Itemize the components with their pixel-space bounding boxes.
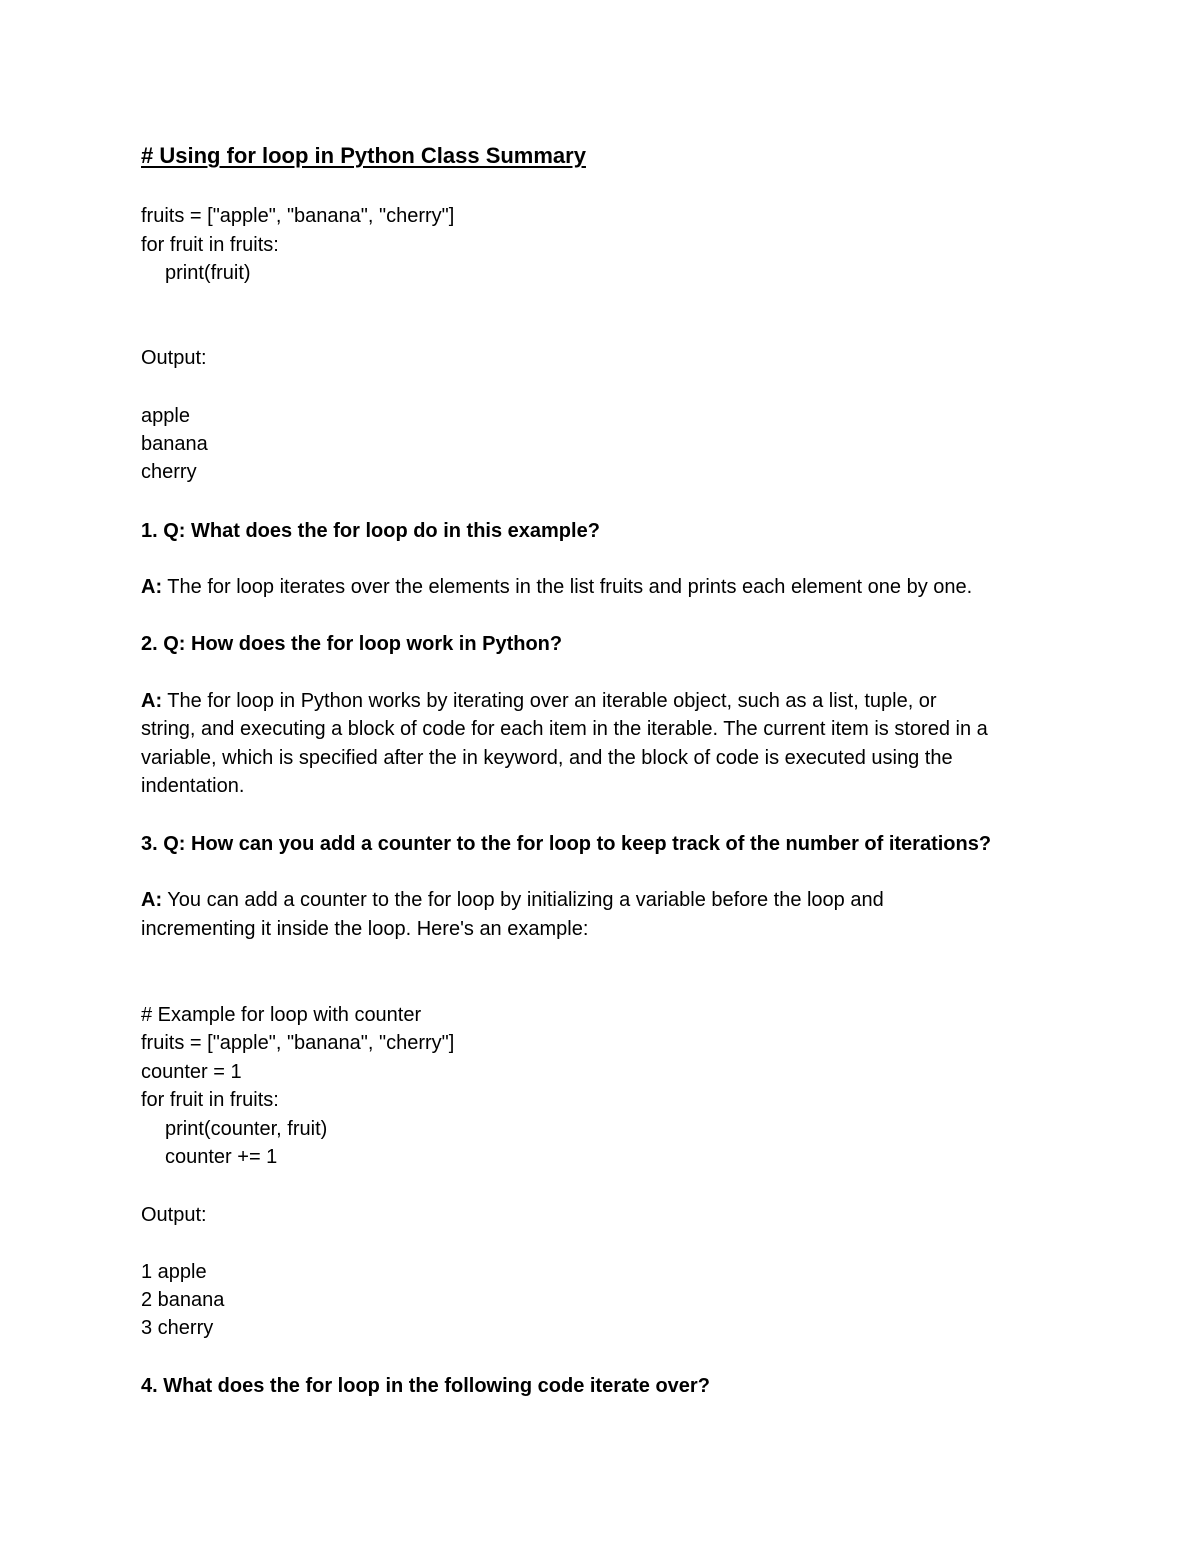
answer-2-line (141, 687, 937, 715)
answer-text: You can add a counter to the for loop by initializing a variable before the loop and (162, 889, 884, 911)
document-title: # Using for loop in Python Class Summary (141, 143, 586, 168)
answer-3-line: incrementing it inside the loop. Here's an example: (141, 918, 589, 940)
question-2: 2. Q: How does the for loop work in Python? (141, 633, 563, 655)
output-line: apple (141, 405, 190, 427)
code-line: # Example for loop with counter (141, 1004, 422, 1026)
code-line: for fruit in fruits: (141, 234, 279, 256)
output-line: banana (141, 433, 208, 455)
answer-text: The for loop iterates over the elements in the list fruits and prints each element one by one. (162, 576, 973, 598)
output-line: 1 apple (141, 1261, 207, 1283)
code-line: counter += 1 (165, 1146, 278, 1168)
question-4: 4. What does the for loop in the following code iterate over? (141, 1375, 710, 1397)
answer-2-line: indentation. (141, 775, 245, 797)
answer-label: A: (141, 889, 163, 911)
output-label: Output: (141, 347, 207, 369)
output-line: 2 banana (141, 1289, 225, 1311)
code-line: fruits = ["apple", "banana", "cherry"] (141, 1032, 455, 1054)
answer-label: A: (141, 576, 163, 598)
output-line: 3 cherry (141, 1317, 214, 1339)
answer-2-line: variable, which is specified after the in keyword, and the block of code is executed using the (141, 747, 953, 769)
answer-3-line (141, 886, 884, 914)
output-line: cherry (141, 461, 197, 483)
question-1: 1. Q: What does the for loop do in this example? (141, 520, 600, 542)
question-3: 3. Q: How can you add a counter to the for loop to keep track of the number of iterations? (141, 833, 992, 855)
output-label: Output: (141, 1204, 207, 1226)
answer-label: A: (141, 690, 163, 712)
code-line: print(fruit) (165, 262, 251, 284)
answer-text: The for loop in Python works by iterating over an iterable object, such as a list, tuple, or (162, 690, 937, 712)
answer-1 (141, 573, 972, 601)
code-line: fruits = ["apple", "banana", "cherry"] (141, 205, 455, 227)
answer-2-line: string, and executing a block of code for each item in the iterable. The current item is stored in a (141, 718, 988, 740)
code-line: counter = 1 (141, 1061, 242, 1083)
code-line: print(counter, fruit) (165, 1118, 328, 1140)
code-line: for fruit in fruits: (141, 1089, 279, 1111)
